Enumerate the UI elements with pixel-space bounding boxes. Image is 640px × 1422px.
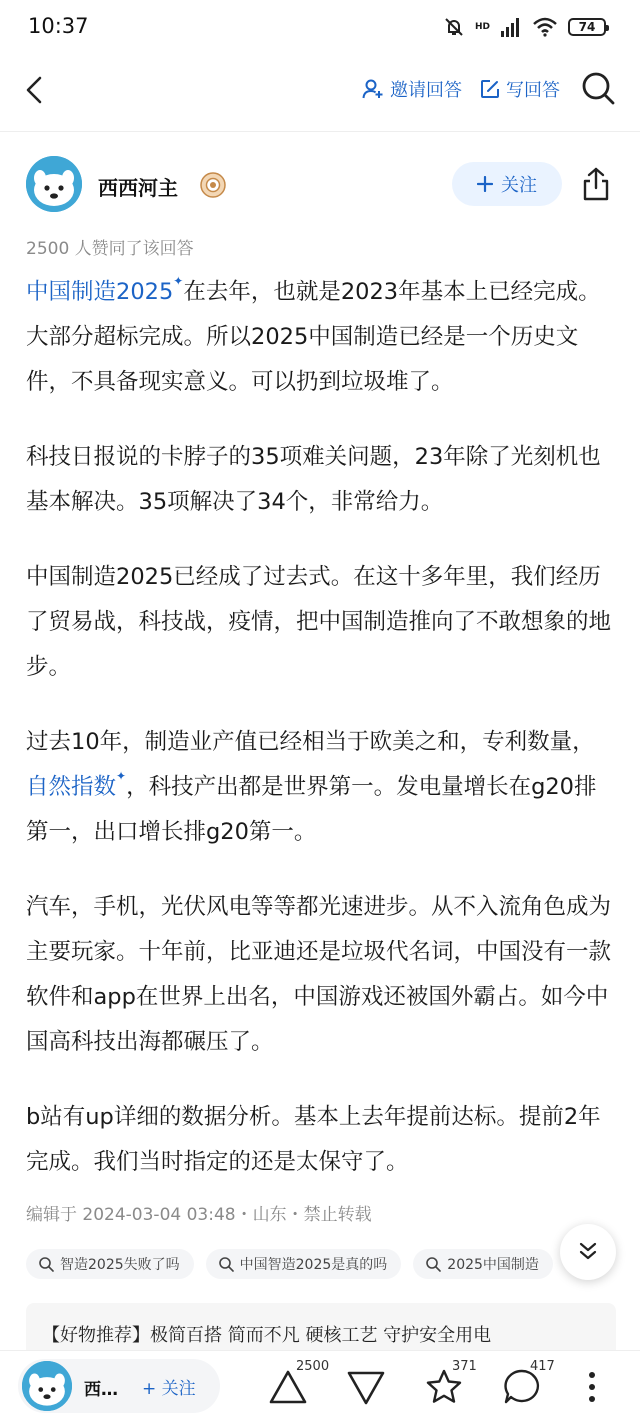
author-avatar[interactable] (26, 156, 82, 212)
signal-icon (500, 17, 522, 37)
upvote-count: 2500 (296, 1359, 330, 1374)
bottom-action-bar (0, 1350, 640, 1422)
share-icon (580, 166, 612, 202)
link-nature-index[interactable]: 自然指数 (26, 774, 117, 800)
bottom-follow-button[interactable]: + 关注 (142, 1379, 196, 1399)
paragraph-6: b站有up详细的数据分析。基本上去年提前达标。提前2年完成。我们当时指定的还是太保守了。 (26, 1104, 601, 1175)
related-tag[interactable] (26, 1249, 194, 1279)
invite-answer-button[interactable] (362, 74, 462, 104)
likes-summary: 2500 人赞同了该回答 (26, 239, 194, 259)
bottom-author-chip[interactable] (18, 1359, 220, 1413)
paragraph-1 (26, 270, 616, 405)
bottom-author-avatar (22, 1361, 72, 1411)
status-icons (443, 12, 606, 42)
back-arrow-icon (24, 75, 44, 105)
search-icon (38, 1256, 54, 1272)
paragraph-4-text-a: 过去10年，制造业产值已经相当于欧美之和，专利数量， (26, 729, 595, 755)
plus-icon (477, 176, 493, 192)
related-tag-label: 2025中国制造 (447, 1257, 539, 1273)
related-tags (26, 1249, 640, 1281)
more-icon (578, 1367, 606, 1407)
invite-user-icon (362, 78, 384, 100)
answer-content (26, 270, 616, 1215)
follow-button[interactable] (452, 162, 562, 206)
comment-count: 417 (530, 1359, 555, 1374)
paragraph-5: 汽车，手机，光伏风电等等都光速进步。从不入流角色成为主要玩家。十年前，比亚迪还是垃圾代名词，中国没有一款软件和app在世界上出名，中国游戏还被国外霸占。如今中国高科技出海都碾压了。 (26, 894, 612, 1055)
edit-icon (480, 79, 500, 99)
nav-bar (0, 56, 640, 132)
paragraph-2: 科技日报说的卡脖子的35项难关问题，23年除了光刻机也基本解决。35项解决了34个，非常给力。 (26, 444, 601, 515)
search-icon (580, 70, 616, 106)
follow-label: 关注 (501, 175, 537, 196)
bottom-follow-label: 关注 (161, 1379, 196, 1399)
avatar-image (26, 156, 82, 212)
battery-indicator: 74 (568, 18, 606, 36)
chevron-double-down-icon (577, 1241, 599, 1263)
downvote-button[interactable] (346, 1363, 396, 1413)
related-tag[interactable] (206, 1249, 402, 1279)
search-button[interactable] (580, 70, 616, 106)
back-button[interactable] (16, 70, 52, 110)
wifi-icon (532, 17, 558, 37)
network-type: HD (474, 21, 490, 32)
favorite-count: 371 (452, 1359, 477, 1374)
write-answer-label: 写回答 (506, 80, 560, 101)
upvote-button[interactable] (268, 1359, 330, 1413)
downvote-icon (346, 1367, 386, 1407)
badge-icon (200, 172, 226, 198)
paragraph-4-text-b: ，科技产出都是世界第一。发电量增长在g20排第一，出口增长排g20第一。 (26, 774, 597, 845)
paragraph-1-text: 在去年，也就是2023年基本上已经完成。大部分超标完成。所以2025中国制造已经是一个历史文件，不具备现实意义。可以扔到垃圾堆了。 (26, 279, 601, 395)
promo-card[interactable]: 【好物推荐】极简百搭 简而不凡 硬核工艺 守护安全用电 (26, 1303, 616, 1363)
link-marker-icon: ✦ (173, 274, 184, 288)
related-tag-label: 中国智造2025是真的吗 (239, 1257, 388, 1273)
status-bar (0, 0, 640, 56)
link-made-in-china-2025[interactable]: 中国制造2025 (26, 279, 174, 305)
related-tag[interactable] (413, 1249, 553, 1279)
related-tag-label: 智造2025失败了吗 (60, 1257, 180, 1273)
write-answer-button[interactable] (480, 74, 560, 104)
paragraph-4 (26, 720, 616, 855)
search-icon (425, 1256, 441, 1272)
more-button[interactable] (578, 1367, 606, 1407)
bottom-author-name: 西… (84, 1380, 118, 1400)
invite-answer-label: 邀请回答 (390, 80, 462, 101)
avatar-image (22, 1361, 72, 1411)
search-icon (218, 1256, 234, 1272)
favorite-button[interactable] (424, 1359, 477, 1413)
status-time: 10:37 (28, 14, 89, 38)
author-row (0, 150, 640, 222)
paragraph-3: 中国制造2025已经成了过去式。在这十多年里，我们经历了贸易战，科技战，疫情，把中国制造推向了不敢想象的地步。 (26, 564, 612, 680)
comment-button[interactable] (502, 1359, 555, 1413)
share-button[interactable] (580, 166, 612, 202)
edit-meta: 编辑于 2024-03-04 03:48・山东・禁止转载 (26, 1205, 372, 1225)
mute-icon (443, 16, 465, 38)
author-name[interactable]: 西西河主 (98, 176, 178, 200)
link-marker-icon: ✦ (116, 769, 127, 783)
scroll-down-button[interactable] (560, 1224, 616, 1280)
